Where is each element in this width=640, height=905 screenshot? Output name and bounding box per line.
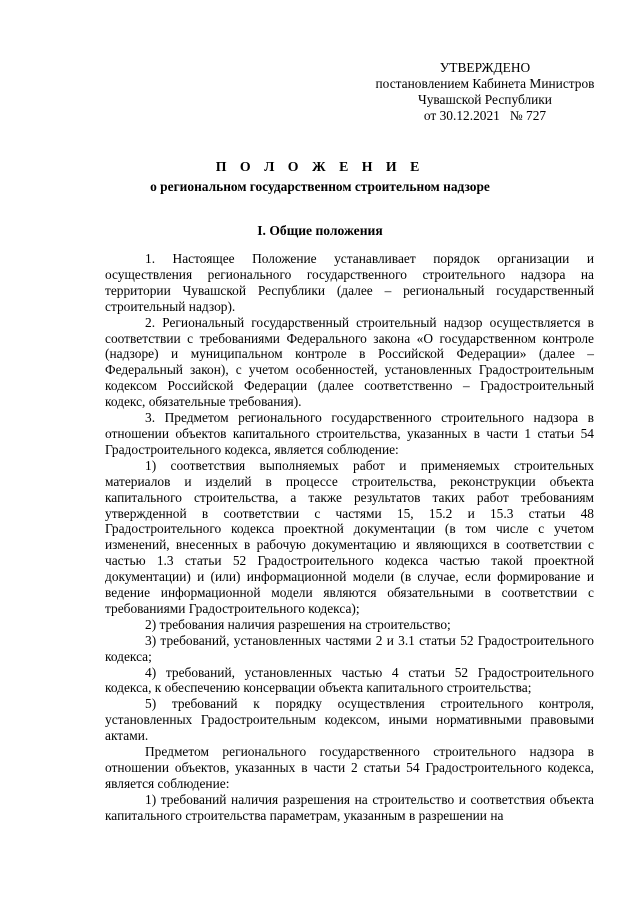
paragraph: 3. Предметом регионального государственного строительного надзора в отношении объектов капитального строительства, указанных в части 1 статьи 54 Градостроительного кодекса, является соблюдение: (105, 410, 594, 457)
document-subtitle: о региональном государственном строительном надзоре (150, 179, 490, 194)
approval-stamp (360, 60, 610, 124)
paragraph: 1) требований наличия разрешения на строительство и соответствия объекта капитального строительства параметрам, указанным в разрешении на (105, 791, 594, 823)
approval-authority: Чувашской Республики (418, 92, 552, 107)
paragraph: Предметом регионального государственного строительного надзора в отношении объектов, указанных в части 2 статьи 54 Градостроительного кодекса, является соблюдение: (105, 744, 594, 791)
paragraph: 2. Региональный государственный строительный надзор осуществляется в соответствии с требованиями Федерального закона «О государственном контроле (надзоре) и муниципальном контроле в Российской Федерации» (далее – Федеральный закон), с учетом особенностей, установленных Градостроительным кодексом Российской Федерации (далее соответственно – Градостроительный кодекс, обязательные требования). (105, 314, 594, 410)
paragraph: 5) требований к порядку осуществления строительного контроля, установленных Градостроительным кодексом, иными нормативными правовыми актами. (105, 696, 594, 744)
paragraph: 1. Настоящее Положение устанавливает порядок организации и осуществления регионального государственного строительного надзора на территории Чувашской Республики (далее – региональный государственный строительный надзор). (105, 251, 594, 314)
paragraph: 4) требований, установленных частью 4 статьи 52 Градостроительного кодекса, к обеспечению консервации объекта капитального строительства; (105, 664, 594, 696)
approval-issuer: постановлением Кабинета Министров (375, 76, 595, 91)
paragraph: 2) требования наличия разрешения на строительство; (145, 616, 451, 632)
document-body (105, 251, 594, 824)
paragraph: 3) требований, установленных частями 2 и 3.1 статьи 52 Градостроительного кодекса; (105, 632, 594, 664)
document-header (60, 158, 580, 195)
paragraph: 1) соответствия выполняемых работ и применяемых строительных материалов и изделий в процессе строительства, реконструкции объекта капитального строительства, а также результатов таких работ требованиям утвержденной в соответствии с частями 15, 15.2 и 15.3 статьи 48 Градостроительного кодекса проектной документации (в том числе с учетом изменений, внесенных в рабочую документацию и являющихся в соответствии с частью 1.3 статьи 52 Градостроительного кодекса частью такой проектной документации) и (или) информационной модели (в случае, если формирование и ведение информационной модели являются обязательными в соответствии с требованиями Градостроительного кодекса); (105, 457, 594, 616)
approval-label: УТВЕРЖДЕНО (439, 60, 531, 75)
document-title: П О Л О Ж Е Н И Е (215, 159, 425, 174)
section-heading: I. Общие положения (257, 223, 383, 238)
approval-date-number: от 30.12.2021 № 727 (423, 108, 547, 123)
